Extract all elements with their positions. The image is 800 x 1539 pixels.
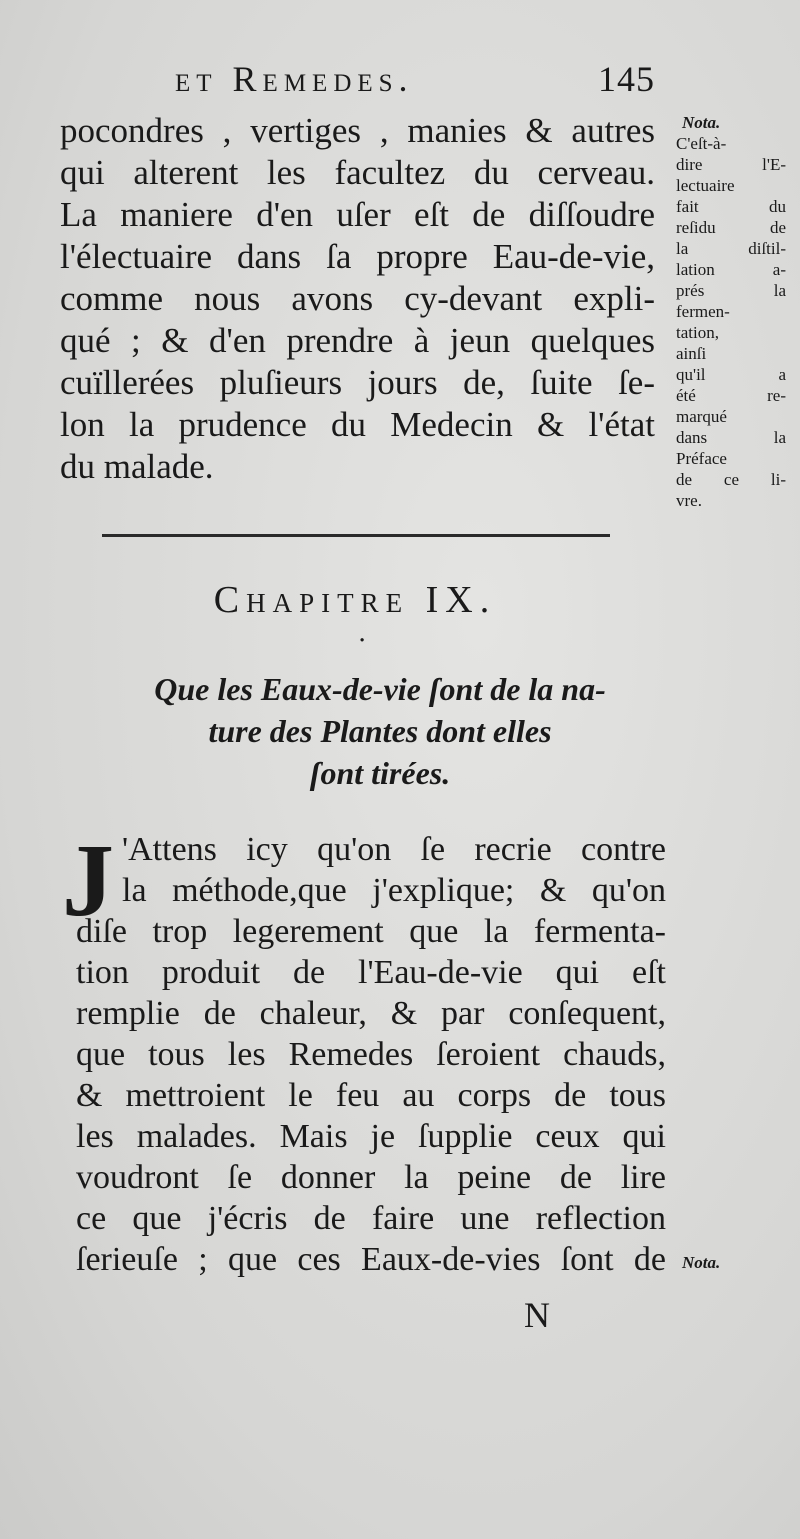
- margin-note-line: dire l'E-: [676, 155, 786, 174]
- margin-note-line: qu'il a: [676, 365, 786, 384]
- page-number: 145: [598, 59, 655, 99]
- margin-note-line: ainſi: [676, 344, 707, 363]
- section-divider: [102, 534, 610, 537]
- text-line: les malades. Mais je ſupplie ceux qui: [76, 1118, 666, 1155]
- chapter-title: [60, 668, 700, 794]
- chapter-title-line: ture des Plantes dont elles: [208, 713, 552, 749]
- chapter-heading: Chapitre IX.: [213, 579, 497, 621]
- text-line: ce que j'écris de faire une reflection: [76, 1200, 666, 1237]
- margin-note-2: [676, 1252, 786, 1273]
- text-line: comme nous avons cy-devant expli-: [60, 279, 655, 318]
- text-line: qué ; & d'en prendre à jeun quelques: [60, 321, 655, 360]
- margin-note-line: lectuaire: [676, 176, 735, 195]
- margin-note-line: prés la: [676, 281, 786, 300]
- text-line: cuïllerées pluſieurs jours de, ſuite ſe-: [60, 363, 655, 402]
- text-line: ſerieuſe ; que ces Eaux-de-vies ſont de: [76, 1241, 666, 1278]
- margin-note-line: reſidu de: [676, 218, 786, 237]
- chapter-title-line: ſont tirées.: [309, 755, 451, 791]
- running-head: [175, 58, 655, 102]
- running-head-title: et Remedes.: [175, 59, 414, 99]
- text-line: remplie de chaleur, & par conſequent,: [76, 995, 666, 1032]
- margin-note-line: fermen-: [676, 302, 730, 321]
- text-line: la méthode,que j'explique; & qu'on: [122, 872, 666, 909]
- text-line: l'électuaire dans ſa propre Eau-de-vie,: [60, 237, 655, 276]
- text-line: voudront ſe donner la peine de lire: [76, 1159, 666, 1196]
- margin-note-line: vre.: [676, 491, 702, 510]
- margin-note-line: Préface: [676, 449, 727, 468]
- margin-note-line: tation,: [676, 323, 719, 342]
- catchword: N: [524, 1295, 550, 1335]
- margin-note-label: Nota.: [682, 113, 721, 132]
- text-line: & mettroient le feu au corps de tous: [76, 1077, 666, 1114]
- margin-note-line: fait du: [676, 197, 786, 216]
- margin-note-line: C'eſt-à-: [676, 134, 727, 153]
- text-line: que tous les Remedes ſeroient chauds,: [76, 1036, 666, 1073]
- margin-note-line: de ce li-: [676, 470, 786, 489]
- margin-note-line: la diſtil-: [676, 239, 786, 258]
- text-line: pocondres , vertiges , manies & autres: [60, 111, 655, 150]
- text-line: du malade.: [60, 447, 214, 486]
- margin-note-line: dans la: [676, 428, 786, 447]
- text-line: tion produit de l'Eau-de-vie qui eſt: [76, 954, 666, 991]
- chapter-title-line: Que les Eaux-de-vie ſont de la na-: [154, 671, 606, 707]
- margin-note-line: été re-: [676, 386, 786, 405]
- text-line: qui alterent les facultez du cerveau.: [60, 153, 655, 192]
- margin-note-line: lation a-: [676, 260, 786, 279]
- margin-note-line: marqué: [676, 407, 727, 426]
- text-line: La maniere d'en uſer eſt de diſſoudre: [60, 195, 655, 234]
- text-line: 'Attens icy qu'on ſe recrie contre: [122, 831, 666, 868]
- drop-cap: J: [62, 823, 114, 938]
- margin-note-1: [676, 112, 786, 511]
- ornament-dot: ·: [358, 626, 367, 656]
- text-line: diſe trop legerement que la fermenta-: [76, 913, 666, 950]
- margin-note-label: Nota.: [682, 1253, 721, 1272]
- text-line: lon la prudence du Medecin & l'état: [60, 405, 655, 444]
